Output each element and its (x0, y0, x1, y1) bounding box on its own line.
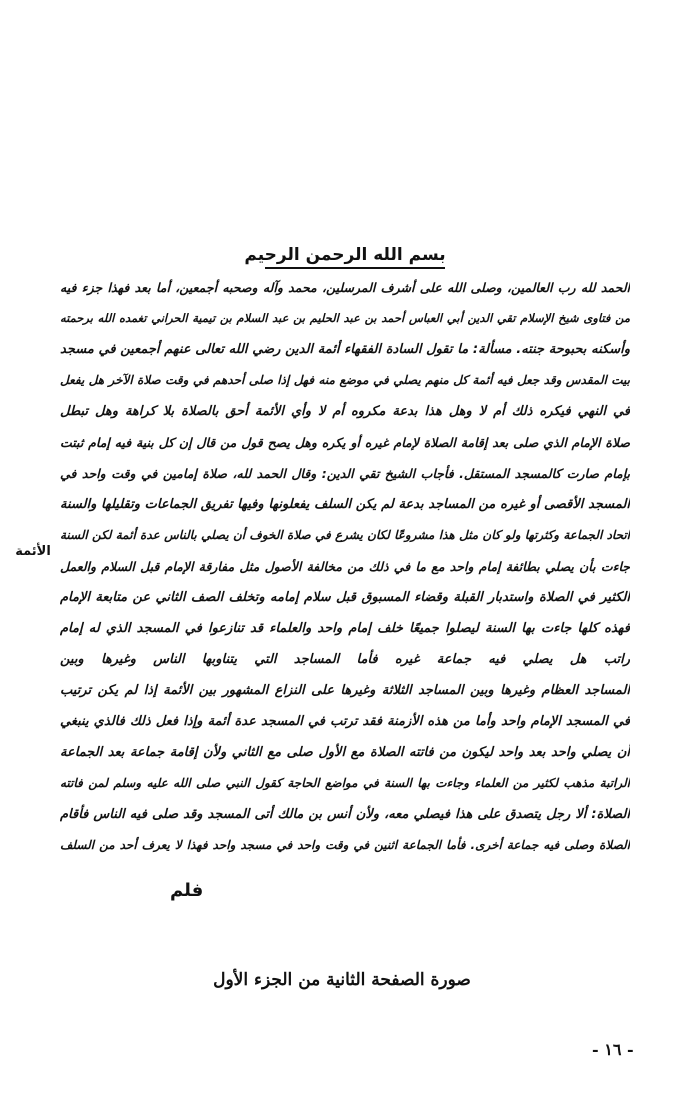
manuscript-line: صلاة الإمام الذي صلى بعد إقامة الصلاة لإمام غيره أو يكره وهل يصح قول من قال إن كل بنية فيه إمام ثبتت (60, 435, 630, 450)
basmala-text: بسم الله الرحمن الرحيم (244, 245, 446, 265)
manuscript-line: من فتاوى شيخ الإسلام تقي الدين أبي العباس أحمد بن عبد الحليم بن عبد السلام بن تيمية الحراني تغمده الله برحمته (60, 311, 630, 325)
manuscript-line: الراتبة مذهب لكثير من العلماء وجاءت بها السنة في مواضع الحاجة كقول النبي صلى الله عليه وسلم لمن فاتته (60, 776, 630, 790)
manuscript-line: الكثير في الصلاة واستدبار القبلة وقضاء المسبوق قبل سلام إمامه وتخلف الصف الثاني عن متابعة الإمام (60, 590, 630, 605)
manuscript-line: المسجد الأقصى أو غيره من المساجد بدعة لم يكن السلف يفعلونها وفيها تفريق الجماعات وتقليلها والسنة (60, 497, 630, 512)
manuscript-line: جاءت بأن يصلي بطائفة إمام واحد مع ما في ذلك من مخالفة الأصول مثل مفارقة الإمام قبل السلام والعمل (60, 559, 630, 574)
basmala-underline (265, 267, 445, 269)
catchword: فلم (170, 880, 204, 901)
margin-note: الأئمة (15, 544, 51, 559)
manuscript-line: الصلاة: ألا رجل يتصدق على هذا فيصلي معه، ولأن أنس بن مالك أتى المسجد وقد صلى فيه الناس فأقام (60, 807, 630, 822)
manuscript-line: في المسجد الإمام واحد وأما من هذه الأزمنة فقد ترتب في المسجد عدة أئمة وإذا فعل ذلك فالذي ينبغي (60, 714, 630, 729)
manuscript-lines (60, 272, 630, 861)
manuscript-text-block (60, 238, 630, 861)
manuscript-line: المساجد العظام وغيرها وبين المساجد الثلاثة وغيرها على النزاع المشهور بين الأئمة إذا لم يكن ترتيب (60, 683, 630, 698)
manuscript-line: وأسكنه بحبوحة جنته. مسألة: ما تقول السادة الفقهاء أئمة الدين رضي الله تعالى عنهم أجمعين في مسجد (60, 342, 630, 357)
page-number: - ١٦ - (592, 1040, 634, 1059)
manuscript-line: في النهي فيكره ذلك أم لا وهل هذا بدعة مكروه أم لا وأي الأئمة أحق بالصلاة بلا كراهة وهل تبطل (60, 404, 630, 419)
basmala-heading (60, 238, 630, 272)
manuscript-line: راتب هل يصلي فيه جماعة غيره فأما المساجد التي يتناوبها الناس وغيرها وبين (60, 652, 630, 667)
page-caption: صورة الصفحة الثانية من الجزء الأول (213, 970, 471, 990)
manuscript-line: أن يصلي واحد بعد واحد ليكون من فاتته الصلاة مع الأول صلى مع الثاني ولأن إقامة جماعة بعد الجماعة (60, 745, 630, 760)
manuscript-line: فهذه كلها جاءت بها السنة ليصلوا جميعًا خلف إمام واحد والعلماء قد تنازعوا في المسجد الذي له إمام (60, 621, 630, 636)
manuscript-line: بإمام صارت كالمسجد المستقل. فأجاب الشيخ تقي الدين: وقال الحمد لله، صلاة إمامين في وقت واحد في (60, 466, 630, 481)
manuscript-line: الصلاة وصلى فيه جماعة أخرى. فأما الجماعة اثنين في وقت واحد في مسجد واحد فهذا لا يعرف أحد من السلف (60, 838, 630, 852)
manuscript-line: اتحاد الجماعة وكثرتها ولو كان مثل هذا مشروعًا لكان يشرع في صلاة الخوف أن يصلي بالناس عدة أئمة لكن السنة (60, 528, 630, 542)
manuscript-line: بيت المقدس وقد جعل فيه أئمة كل منهم يصلي في موضع منه فهل إذا صلى أحدهم في وقت صلاة الآخر هل يفعل (60, 373, 630, 387)
manuscript-line: الحمد لله رب العالمين، وصلى الله على أشرف المرسلين، محمد وآله وصحبه أجمعين، أما بعد فهذا جزء فيه (60, 280, 630, 295)
